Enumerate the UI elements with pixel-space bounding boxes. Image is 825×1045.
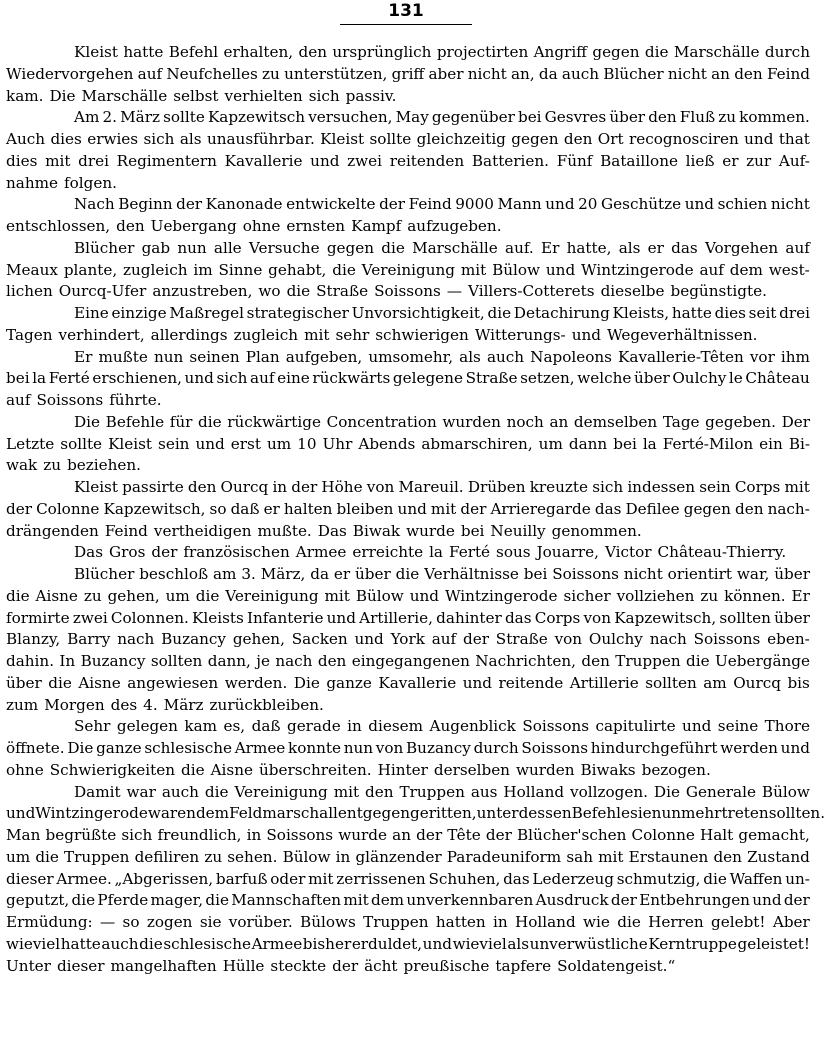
text-line: Unter dieser mangelhaften Hülle steckte der ächt preußische tapfere Soldatengeist.“ (6, 956, 676, 975)
text-line: Meaux plante, zugleich im Sinne gehabt, die Vereinigung mit Bülow und Wintzingerode auf dem west- (6, 260, 810, 279)
text-line: geputzt, die Pferde mager, die Mannschaften mit dem unverkennbaren Ausdruck der Entbehrungen und der (6, 891, 810, 910)
text-line: ohne Schwierigkeiten die Aisne überschreiten. Hinter derselben wurden Biwaks bezogen. (6, 760, 711, 779)
paragraph (6, 542, 810, 564)
text-line: formirte zwei Colonnen. Kleists Infanterie und Artillerie, dahinter das Corps von Kapzewitsch, sollten über (6, 608, 810, 627)
text-line: Kleist hatte Befehl erhalten, den ursprünglich projectirten Angriff gegen die Marschälle durch (74, 43, 810, 61)
text-line: wak zu beziehen. (6, 456, 141, 475)
paragraph (6, 716, 810, 781)
paragraph (6, 194, 810, 238)
text-line: dies mit drei Regimentern Kavallerie und zwei reitenden Batterien. Fünf Bataillone ließ er zur Auf- (6, 151, 810, 170)
text-line: Er mußte nun seinen Plan aufgeben, umsomehr, als auch Napoleons Kavallerie-Têten vor ihm (74, 347, 810, 366)
text-line: und Wintzingerode waren dem Feldmarschall entgegengeritten, unter dessen Befehle sie nunmehr treten sollten. (6, 804, 825, 823)
text-line: kam. Die Marschälle selbst verhielten sich passiv. (6, 86, 397, 105)
text-line: Eine einzige Maßregel strategischer Unvorsichtigkeit, die Detachirung Kleists, hatte dies seit drei (74, 304, 810, 322)
text-line: der Colonne Kapzewitsch, so daß er halten bleiben und mit der Arrieregarde das Defilee gegen den nach- (6, 499, 810, 518)
page-body (6, 42, 825, 977)
text-line: Wiedervorgehen auf Neufchelles zu unterstützen, griff aber nicht an, da auch Blücher nicht an den Feind (6, 64, 810, 83)
text-line: Auch dies erwies sich als unausführbar. Kleist sollte gleichzeitig gegen den Ort recognosciren und that (6, 130, 810, 148)
paragraph (6, 347, 810, 412)
page-number: 131 (340, 0, 472, 25)
text-line: die Aisne zu gehen, um die Vereinigung mit Bülow und Wintzingerode sicher vollziehen zu können. Er (6, 586, 810, 605)
text-line: Blanzy, Barry nach Buzancy gehen, Sacken und York auf der Straße von Oulchy nach Soissons eben- (6, 630, 810, 649)
paragraph (6, 42, 810, 107)
paragraph (6, 303, 810, 347)
text-line: lichen Ourcq-Ufer anzustreben, wo die Straße Soissons — Villers-Cotterets dieselbe begünstigte. (6, 282, 767, 301)
text-line: entschlossen, den Uebergang ohne ernsten Kampf aufzugeben. (6, 217, 502, 235)
text-line: Die Befehle für die rückwärtige Concentration wurden noch an demselben Tage gegeben. Der (74, 412, 810, 431)
text-line: Kleist passirte den Ourcq in der Höhe von Mareuil. Drüben kreuzte sich indessen sein Corps mit (74, 478, 810, 496)
text-line: dahin. In Buzancy sollten dann, je nach den eingegangenen Nachrichten, den Truppen die Uebergänge (6, 652, 810, 670)
text-line: um die Truppen defiliren zu sehen. Bülow in glänzender Paradeuniform sah mit Erstaunen den Zustand (6, 847, 810, 866)
text-line: auf Soissons führte. (6, 391, 162, 409)
text-line: dieser Armee. „Abgerissen, barfuß oder mit zerrissenen Schuhen, das Lederzeug schmutzig, die Waffen un- (6, 869, 810, 888)
text-line: zum Morgen des 4. März zurückbleiben. (6, 695, 324, 714)
text-line: Tagen verhindert, allerdings zugleich mit sehr schwierigen Witterungs- und Wegeverhältnissen. (6, 325, 758, 344)
text-line: öffnete. Die ganze schlesische Armee konnte nun von Buzancy durch Soissons hindurchgeführt werden und (6, 739, 810, 757)
text-line: über die Aisne angewiesen werden. Die ganze Kavallerie und reitende Artillerie sollten am Ourcq bis (6, 673, 810, 692)
paragraph (6, 238, 810, 303)
text-line: nahme folgen. (6, 173, 117, 192)
text-line: Ermüdung: — so zogen sie vorüber. Bülows Truppen hatten in Holland wie die Herren gelebt! Aber (6, 913, 810, 931)
text-line: wieviel hatte auch die schlesische Armee bisher erduldet, und wieviel als unverwüstliche Kerntruppe geleistet! (6, 934, 810, 953)
text-line: Blücher gab nun alle Versuche gegen die Marschälle auf. Er hatte, als er das Vorgehen auf (74, 238, 810, 257)
paragraph (6, 782, 825, 978)
text-line: Blücher beschloß am 3. März, da er über die Verhältnisse bei Soissons nicht orientirt war, über (74, 565, 810, 583)
paragraph (6, 412, 810, 477)
text-line: Am 2. März sollte Kapzewitsch versuchen, May gegenüber bei Gesvres über den Fluß zu kommen. (74, 108, 810, 127)
text-line: Das Gros der französischen Armee erreichte la Ferté sous Jouarre, Victor Château-Thierry. (74, 543, 787, 562)
paragraph (6, 564, 810, 716)
text-line: Letzte sollte Kleist sein und erst um 10 Uhr Abends abmarschiren, um dann bei la Ferté-Milon ein Bi- (6, 434, 810, 453)
text-line: Damit war auch die Vereinigung mit den Truppen aus Holland vollzogen. Die Generale Bülow (74, 782, 810, 801)
paragraph (6, 107, 810, 194)
text-line: Sehr gelegen kam es, daß gerade in diesem Augenblick Soissons capitulirte und seine Thore (74, 717, 810, 736)
text-line: Man begrüßte sich freundlich, in Soissons wurde an der Tête der Blücher'schen Colonne Halt gemacht, (6, 826, 810, 844)
text-line: bei la Ferté erschienen, und sich auf eine rückwärts gelegene Straße setzen, welche über Oulchy le Château (6, 369, 810, 388)
paragraph (6, 477, 810, 542)
text-line: drängenden Feind vertheidigen mußte. Das Biwak wurde bei Neuilly genommen. (6, 521, 642, 540)
text-line: Nach Beginn der Kanonade entwickelte der Feind 9000 Mann und 20 Geschütze und schien nicht (74, 195, 810, 214)
